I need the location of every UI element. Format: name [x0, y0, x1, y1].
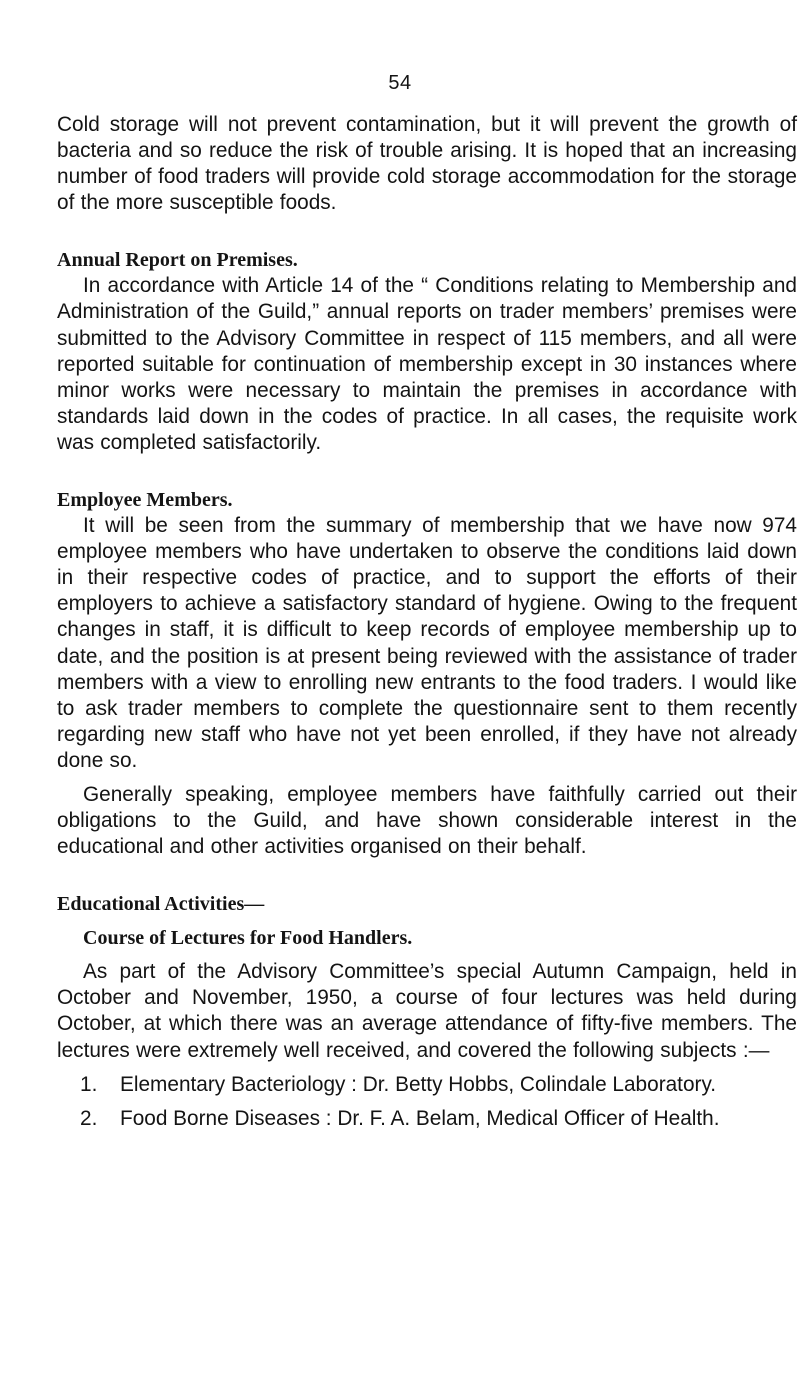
list-item-number: 1. — [80, 1072, 98, 1096]
list-item-number: 2. — [80, 1106, 98, 1130]
intro-paragraph: Cold storage will not prevent contamination, but it will prevent the growth of bacteria and so reduce the risk of trouble arising. It is hoped that an increasing number of food traders will provide cold storage accommodation for the storage of the more susceptible foods. — [57, 113, 797, 215]
educational-paragraph: As part of the Advisory Committee’s special Autumn Campaign, held in October and November, 1950, a course of four lectures was held during October, at which there was an average attendance of fifty-five members. The lectures were extremely well received, and covered the following subjects :— — [57, 960, 797, 1062]
lecture-list — [57, 1072, 797, 1132]
paragraph-spacer — [57, 774, 797, 782]
section-spacer — [57, 456, 797, 487]
employees-paragraph-2: Generally speaking, employee members have faithfully carried out their obligations to the Guild, and have shown considerable interest in the educational and other activities organised on their behalf. — [57, 782, 797, 859]
educational-heading: Educational Activities— — [57, 893, 265, 916]
heading-spacer — [57, 951, 797, 959]
list-item — [57, 1072, 797, 1098]
section-spacer — [57, 860, 797, 891]
page-content — [57, 112, 797, 1140]
list-item-text: Elementary Bacteriology : Dr. Betty Hobbs, Colindale Laboratory. — [120, 1072, 717, 1096]
lectures-subheading: Course of Lectures for Food Handlers. — [83, 927, 413, 950]
premises-paragraph: In accordance with Article 14 of the “ Conditions relating to Membership and Administration of the Guild,” annual reports on trader members’ premises were submitted to the Advisory Committee in respect of 115 members, and all were reported suitable for continuation of membership except in 30 instances where minor works were necessary to maintain the premises in accordance with standards laid down in the codes of practice. In all cases, the requisite work was completed satisfactorily. — [57, 274, 797, 454]
premises-heading: Annual Report on Premises. — [57, 249, 298, 272]
list-item-text: Food Borne Diseases : Dr. F. A. Belam, Medical Officer of Health. — [120, 1106, 720, 1130]
employees-heading: Employee Members. — [57, 489, 233, 512]
list-item — [57, 1106, 797, 1132]
paragraph-spacer — [57, 1064, 797, 1072]
employees-paragraph-1: It will be seen from the summary of membership that we have now 974 employee members who have undertaken to observe the conditions laid down in their respective codes of practice, and to support the efforts of their employers to achieve a satisfactory standard of hygiene. Owing to the frequent changes in staff, it is difficult to keep records of employee membership up to date, and the position is at present being reviewed with the assistance of trader members with a view to enrolling new entrants to the food traders. I would like to ask trader members to complete the questionnaire sent to them recently regarding new staff who have not yet been enrolled, if they have not already done so. — [57, 514, 797, 772]
heading-spacer — [57, 917, 797, 925]
page-number: 54 — [388, 72, 412, 94]
section-spacer — [57, 216, 797, 247]
